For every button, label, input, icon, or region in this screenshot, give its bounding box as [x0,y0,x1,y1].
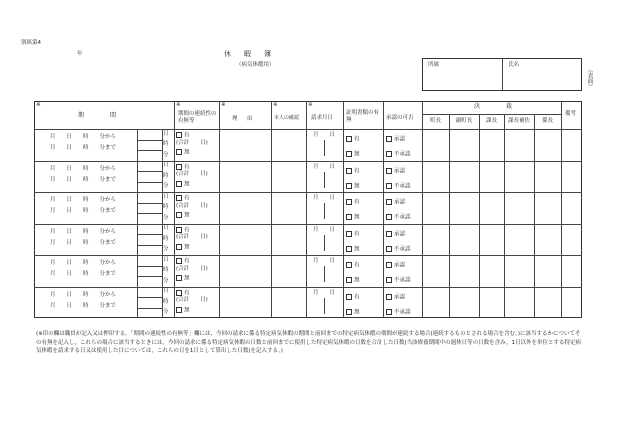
unit-label: 時 [163,267,169,273]
grid-line [324,298,325,314]
grid-line [324,203,325,219]
header-approval: 承認の可否 [386,115,414,121]
header-self-confirm: 本人の確認 [274,115,300,121]
mark: ※ [176,102,181,108]
leave-table [34,101,582,318]
approve-checkbox[interactable]: 承認 [386,231,405,238]
header-period: 期 間 [78,112,119,119]
grid-line [271,101,272,318]
page-title: 休 暇 簿 [224,50,274,58]
approve-checkbox[interactable]: 承認 [386,168,405,175]
continuity-no-checkbox[interactable]: 無 [176,275,190,282]
grid-line [34,224,582,225]
grid-line [137,150,162,151]
unit-label: 時 [163,298,169,305]
header-request-date: 請求月日 [311,115,334,121]
grid-line [561,101,562,318]
approve-checkbox[interactable]: 承認 [386,262,405,269]
header-remarks: 備考 [565,111,577,117]
certificate-no-checkbox[interactable]: 無 [346,277,360,284]
unit-label: 時 [163,141,169,147]
continuity-no-checkbox[interactable]: 無 [176,149,190,156]
grid-line [306,101,307,318]
request-date: 月 日 [313,289,336,296]
period-to: 月 日 時 分まで [50,208,117,214]
mark: ※ [221,102,226,108]
office-name-box [422,58,582,91]
continuity-total: (合計 日) [176,234,208,240]
grid-line [137,276,162,277]
page-subtitle: （病気休暇用） [236,62,275,68]
grid-line [174,101,175,318]
certificate-yes-checkbox[interactable]: 有 [346,294,360,301]
continuity-yes-checkbox[interactable]: 有 [176,164,190,171]
unit-label: 分 [163,183,169,189]
certificate-no-checkbox[interactable]: 無 [346,309,360,316]
grid-line [137,297,162,298]
unit-label: 分 [163,214,169,221]
grid-line [34,255,582,256]
unit-label: 分 [163,277,169,284]
unit-label: 日 [163,130,169,137]
certificate-yes-checkbox[interactable]: 有 [346,231,360,238]
continuity-no-checkbox[interactable]: 無 [176,307,190,314]
grid-line [137,266,162,267]
certificate-no-checkbox[interactable]: 無 [346,246,360,253]
continuity-total: (合計 日) [176,171,208,177]
unit-label: 日 [163,288,169,294]
disapprove-checkbox[interactable]: 不承認 [386,151,411,158]
grid-line [324,266,325,282]
unit-label: 日 [163,225,169,231]
year-label: 年 [77,51,83,57]
continuity-total: (合計 日) [176,202,208,209]
office-label: 所属 [428,62,440,68]
period-from: 月 日 時 分から [50,197,117,203]
request-date: 月 日 [313,226,336,233]
grid-line [137,234,162,235]
header-certificate: 証明書類の有無 [346,110,380,124]
header-decision: 決 裁 [474,103,515,110]
certificate-no-checkbox[interactable]: 無 [346,183,360,190]
grid-line [34,161,582,162]
mark: ※ [273,102,278,108]
unit-label: 日 [163,256,169,263]
grid-line [137,245,162,246]
request-date: 月 日 [313,258,336,264]
request-date: 月 日 [313,195,336,201]
continuity-yes-checkbox[interactable]: 有 [176,195,190,202]
header-continuity: 期間の連続性の有無等 [178,111,217,125]
period-from: 月 日 時 分から [50,165,117,172]
certificate-no-checkbox[interactable]: 無 [346,151,360,158]
mark: ※ [36,102,41,108]
grid-line [324,235,325,251]
header-approver: 課長 [485,118,497,124]
certificate-no-checkbox[interactable]: 無 [346,214,360,221]
grid-line [422,101,423,318]
grid-line [343,101,344,318]
period-to: 月 日 時 分まで [50,271,117,277]
grid-line [324,172,325,188]
period-from: 月 日 時 分から [50,228,117,235]
header-approver: 課長補佐 [507,118,530,124]
unit-label: 分 [163,309,169,315]
certificate-yes-checkbox[interactable]: 有 [346,199,360,206]
continuity-no-checkbox[interactable]: 無 [176,181,190,188]
unit-label: 日 [163,162,169,168]
grid-line [137,308,162,309]
certificate-yes-checkbox[interactable]: 有 [346,262,360,269]
period-to: 月 日 時 分まで [50,145,117,151]
grid-line [34,287,582,288]
mark: ※ [308,102,313,108]
header-approver: 副町長 [455,118,473,124]
disapprove-checkbox[interactable]: 不承認 [386,246,411,253]
disapprove-checkbox[interactable]: 不承認 [386,309,411,316]
name-label: 氏名 [508,62,520,68]
certificate-yes-checkbox[interactable]: 有 [346,168,360,175]
header-reason: 理 由 [232,116,255,122]
approve-checkbox[interactable]: 承認 [386,136,405,143]
continuity-no-checkbox[interactable]: 無 [176,212,190,219]
unit-label: 日 [163,193,169,200]
continuity-total: (合計 日) [176,297,208,303]
request-date: 月 日 [313,132,336,138]
continuity-total: (合計 日) [176,265,208,272]
period-to: 月 日 時 分まで [50,176,117,183]
continuity-total: (合計 日) [176,139,208,146]
period-from: 月 日 時 分から [50,260,117,266]
continuity-yes-checkbox[interactable]: 有 [176,132,190,139]
footnote: (※印の欄は職員が記入又は押印する。「期間の連続性の有無等」欄には，今回の請求に係る特定病気休暇の期間と前回までの特定病気休暇の期間が連続する場合(連続するものとされる場合を含む。)に該当するかについてその有無を記入し，これらの場合に該当するときには，今回の請求に係る特定病気休暇の日数と前回までに使用した特定病気休暇の日数を合計した日数(当該療養期間中の週休日等の日数を含み，1日以外を単位とする特定病気休暇を請求する日又は使用した日については，これらの日を1日として算出した日数)を記入する。) [36,331,581,355]
period-from: 月 日 時 分から [50,291,117,298]
grid-line [422,114,561,115]
unit-label: 時 [163,235,169,242]
disapprove-checkbox[interactable]: 不承認 [386,277,411,284]
period-to: 月 日 時 分まで [50,239,117,246]
unit-label: 時 [163,204,169,210]
grid-line [324,140,325,156]
grid-line [137,182,162,183]
period-from: 月 日 時 分から [50,134,117,140]
form-number: 別紙第4 [21,40,41,46]
continuity-no-checkbox[interactable]: 無 [176,244,190,251]
grid-line [383,101,384,318]
grid-line [137,171,162,172]
grid-line [137,203,162,204]
unit-label: 分 [163,151,169,158]
continuity-yes-checkbox[interactable]: 有 [176,258,190,265]
header-approver: 町長 [429,118,441,124]
continuity-yes-checkbox[interactable]: 有 [176,227,190,234]
certificate-yes-checkbox[interactable]: 有 [346,136,360,143]
request-date: 月 日 [313,163,336,170]
grid-line [34,192,582,193]
grid-line [34,129,582,130]
continuity-yes-checkbox[interactable]: 有 [176,290,190,297]
unit-label: 分 [163,246,169,252]
approve-checkbox[interactable]: 承認 [386,294,405,301]
side-note: （表面） [586,67,593,89]
grid-line [137,140,162,141]
period-to: 月 日 時 分まで [50,302,117,309]
approve-checkbox[interactable]: 承認 [386,199,405,206]
header-approver: 係長 [541,118,553,124]
grid-line [137,213,162,214]
grid-line [219,101,220,318]
disapprove-checkbox[interactable]: 不承認 [386,214,411,221]
disapprove-checkbox[interactable]: 不承認 [386,183,411,190]
unit-label: 時 [163,172,169,179]
